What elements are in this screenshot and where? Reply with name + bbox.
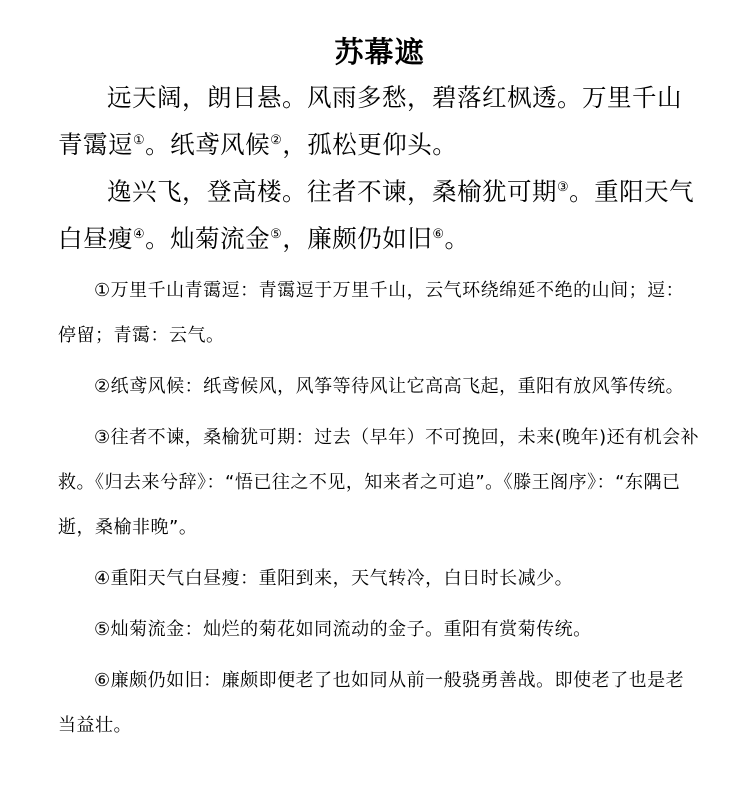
footnote-marker-4: ④ xyxy=(133,226,146,242)
note-6: ⑥廉颇仍如旧：廉颇即便老了也如同从前一般骁勇善战。即使老了也是老当益壮。 xyxy=(58,670,685,736)
note-1: ①万里千山青霭逗：青霭逗于万里千山，云气环绕绵延不绝的山间；逗：停留；青霭：云气。 xyxy=(58,280,685,346)
stanza-2-text-1: 逸兴飞，登高楼。往者不谏，桑榆犹可期 xyxy=(107,177,557,206)
stanza-2-text-2: 。重阳天气白昼瘦 xyxy=(58,177,695,253)
footnote-marker-3: ③ xyxy=(557,179,570,195)
poem-title: 苏幕遮 xyxy=(334,35,425,69)
stanza-2-text-5: 。 xyxy=(444,224,470,253)
note-3: ③往者不谏，桑榆犹可期：过去（早年）不可挽回，未来(晚年)还有机会补救。《归去来兮辞》：“悟已往之不见，知来者之可追”。《滕王阁序》：“东隅已逝，桑榆非晚”。 xyxy=(58,427,700,538)
poem-stanza-1 xyxy=(58,74,701,168)
footnote-marker-1: ① xyxy=(133,132,146,148)
poem-body xyxy=(58,74,701,262)
footnote-marker-2: ② xyxy=(270,132,283,148)
note-2: ②纸鸢风候：纸鸢候风，风筝等待风让它高高飞起，重阳有放风筝传统。 xyxy=(94,376,685,397)
stanza-1-text-1: 远天阔，朗日悬。风雨多愁，碧落红枫透。万里千山青霭逗 xyxy=(58,83,682,159)
stanza-2-text-3: 。灿菊流金 xyxy=(145,224,271,253)
note-4: ④重阳天气白昼瘦：重阳到来，天气转冷，白日时长减少。 xyxy=(94,568,574,589)
note-5: ⑤灿菊流金：灿烂的菊花如同流动的金子。重阳有赏菊传统。 xyxy=(94,619,592,640)
footnote-marker-5: ⑤ xyxy=(270,226,283,242)
poem-stanza-2 xyxy=(58,168,701,262)
stanza-1-text-3: ，孤松更仰头。 xyxy=(282,130,458,159)
annotation-notes xyxy=(58,268,701,748)
footnote-marker-6: ⑥ xyxy=(432,226,445,242)
stanza-1-text-2: 。纸鸢风候 xyxy=(145,130,271,159)
stanza-2-text-4: ，廉颇仍如旧 xyxy=(282,224,433,253)
